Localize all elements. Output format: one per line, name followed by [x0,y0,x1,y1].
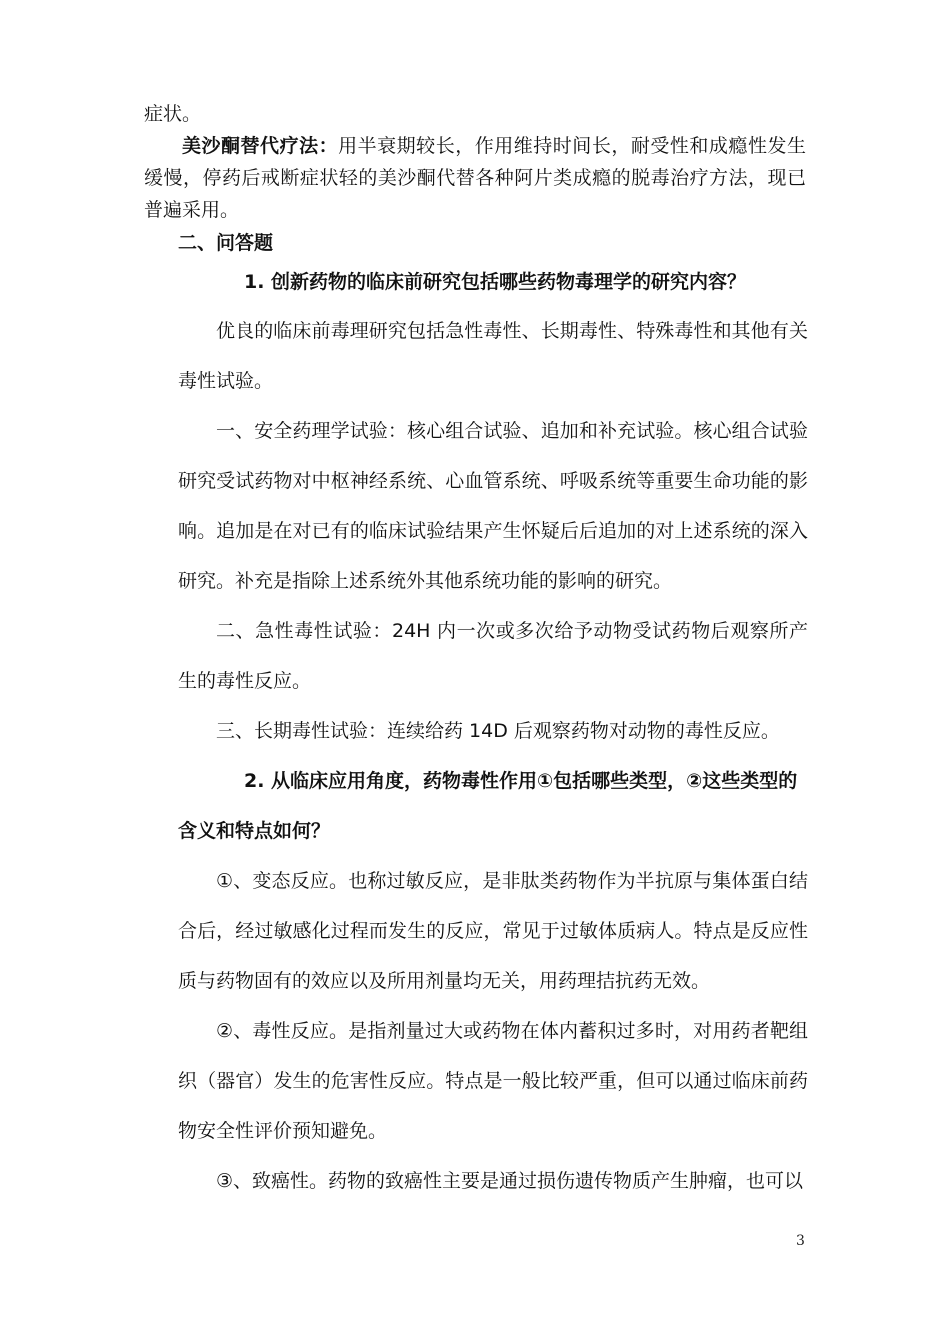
question-1-title: 1. 创新药物的临床前研究包括哪些药物毒理学的研究内容？ [244,271,747,293]
methadone-definition [144,130,806,226]
q1-paragraph-intro: 优良的临床前毒理研究包括急性毒性、长期毒性、特殊毒性和其他有关毒性试验。 [178,320,808,392]
methadone-description: 用半衰期较长，作用维持时间长，耐受性和成瘾性发生缓慢，停药后戒断症状轻的美沙酮代替各种阿片类成瘾的脱毒治疗方法，现已普遍采用。 [144,135,806,221]
q1-paragraph-acute-toxicity: 二、急性毒性试验：24H 内一次或多次给予动物受试药物后观察所产生的毒性反应。 [178,620,808,692]
q1-paragraph-safety-pharmacology: 一、安全药理学试验：核心组合试验、追加和补充试验。核心组合试验研究受试药物对中枢神经系统、心血管系统、呼吸系统等重要生命功能的影响。追加是在对已有的临床试验结果产生怀疑后后追加的对上述系统的深入研究。补充是指除上述系统外其他系统功能的影响的研究。 [178,420,808,592]
q1-paragraph-long-term-toxicity: 三、长期毒性试验：连续给药 14D 后观察药物对动物的毒性反应。 [216,720,780,742]
q2-paragraph-carcinogenicity: ③、致癌性。药物的致癌性主要是通过损伤遗传物质产生肿瘤，也可以 [216,1170,804,1192]
section-heading: 二、问答题 [178,232,274,254]
question-2-title: 2. 从临床应用角度，药物毒性作用①包括哪些类型，②这些类型的含义和特点如何？ [178,770,798,842]
page-number: 3 [796,1233,805,1249]
methadone-term: 美沙酮替代疗法： [182,135,339,157]
carry-over-text: 症状。 [144,103,202,125]
q2-paragraph-toxic-reaction: ②、毒性反应。是指剂量过大或药物在体内蓄积过多时，对用药者靶组织（器官）发生的危害性反应。特点是一般比较严重，但可以通过临床前药物安全性评价预知避免。 [178,1020,808,1142]
q2-paragraph-allergic-reaction: ①、变态反应。也称过敏反应，是非肽类药物作为半抗原与集体蛋白结合后，经过敏感化过程而发生的反应，常见于过敏体质病人。特点是反应性质与药物固有的效应以及所用剂量均无关，用药理拮抗药无效。 [178,870,808,992]
